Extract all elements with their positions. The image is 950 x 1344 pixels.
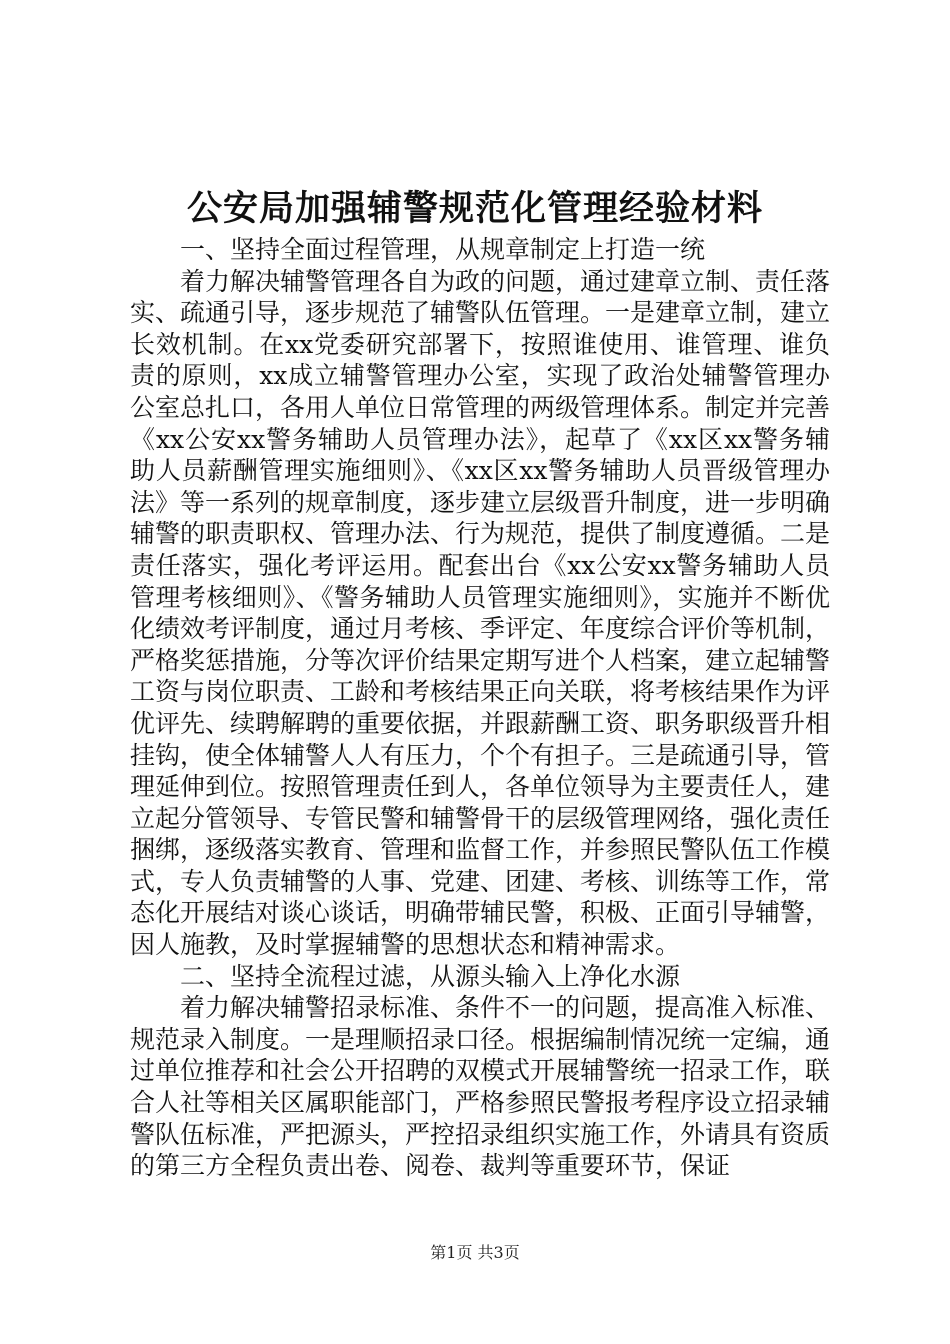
document-body xyxy=(130,234,830,1182)
document-title: 公安局加强辅警规范化管理经验材料 xyxy=(186,188,763,229)
page-number-footer: 第1页 共3页 xyxy=(430,1243,520,1262)
section-heading-2: 二、坚持全流程过滤，从源头输入上净化水源 xyxy=(180,961,681,991)
section-heading-1: 一、坚持全面过程管理，从规章制定上打造一统 xyxy=(180,235,706,264)
section-paragraph-1: 着力解决辅警管理各自为政的问题，通过建章立制、责任落实、疏通引导，逐步规范了辅警队伍管理。一是建章立制，建立长效机制。在xx党委研究部署下，按照谁使用、谁管理、谁负责的原则，xx成立辅警管理办公室，实现了政治处辅警管理办公室总扎口，各用人单位日常管理的两级管理体系。制定并完善《xx公安xx警务辅助人员管理办法》，起草了《xx区xx警务辅助人员薪酬管理实施细则》、《xx区xx警务辅助人员晋级管理办法》等一系列的规章制度，逐步建立层级晋升制度，进一步明确辅警的职责职权、管理办法、行为规范，提供了制度遵循。二是责任落实，强化考评运用。配套出台《xx公安xx警务辅助人员管理考核细则》、《警务辅助人员管理实施细则》，实施并不断优化绩效考评制度，通过月考核、季评定、年度综合评价等机制，严格奖惩措施，分等次评价结果定期写进个人档案，建立起辅警工资与岗位职责、工龄和考核结果正向关联，将考核结果作为评优评先、续聘解聘的重要依据，并跟薪酬工资、职务职级晋升相挂钩，使全体辅警人人有压力，个个有担子。三是疏通引导，管理延伸到位。按照管理责任到人，各单位领导为主要责任人，建立起分管领导、专管民警和辅警骨干的层级管理网络，强化责任捆绑，逐级落实教育、管理和监督工作，并参照民警队伍工作模式，专人负责辅警的人事、党建、团建、考核、训练等工作，常态化开展结对谈心谈话，明确带辅民警，积极、正面引导辅警，因人施教，及时掌握辅警的思想状态和精神需求。 xyxy=(130,266,831,960)
section-paragraph-2: 着力解决辅警招录标准、条件不一的问题，提高准入标准、规范录入制度。一是理顺招录口径。根据编制情况统一定编，通过单位推荐和社会公开招聘的双模式开展辅警统一招录工作，联合人社等相关区属职能部门，严格参照民警报考程序设立招录辅警队伍标准，严把源头，严控招录组织实施工作，外请具有资质的第三方全程负责出卷、阅卷、裁判等重要环节，保证 xyxy=(130,993,831,1181)
